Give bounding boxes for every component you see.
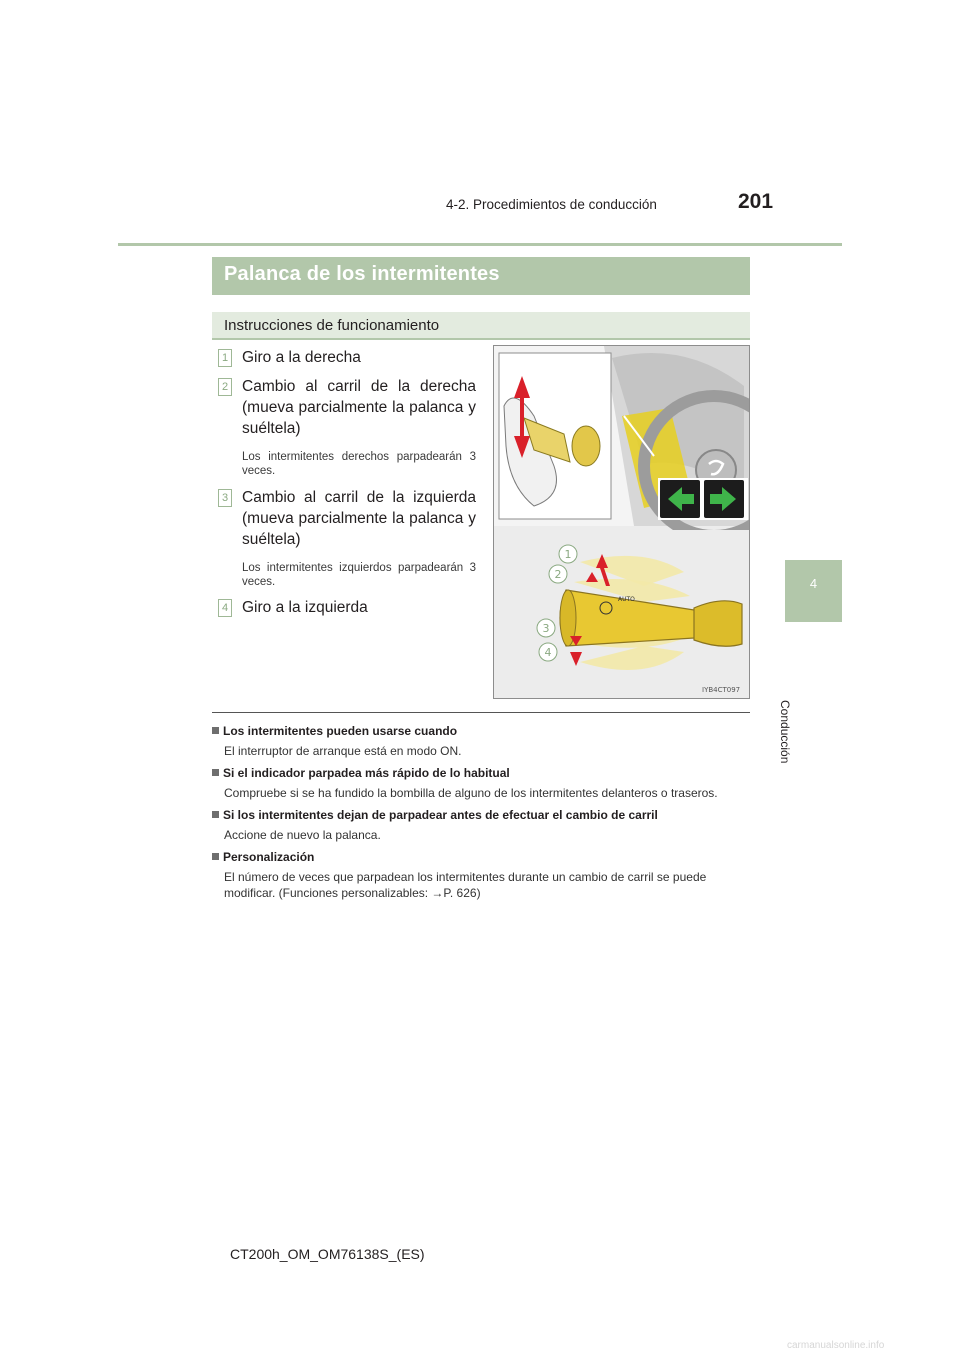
note-3-body: Accione de nuevo la palanca. (224, 828, 381, 842)
page-number: 201 (738, 190, 774, 213)
side-tab-label: Conducción (778, 700, 792, 764)
callout-4-label: 4 (544, 646, 552, 659)
note-4-body: El número de veces que parpadean los intermitentes durante un cambio de carril se puede modificar. (Funciones personalizables: →P. 626) (224, 870, 707, 900)
figure-code: IYB4CT097 (702, 686, 741, 694)
lever-inset-base (572, 426, 600, 466)
step-4-text: Giro a la izquierda (242, 599, 368, 616)
callout-2 (549, 565, 567, 583)
note-2-body: Compruebe si se ha fundido la bombilla de alguno de los intermitentes delanteros o traseros. (224, 786, 718, 800)
chapter-side-tab (785, 560, 842, 622)
lever-base (694, 601, 742, 646)
lever-auto-label: AUTO (618, 596, 635, 603)
callout-3 (537, 619, 555, 637)
step-2-marker: 2 (218, 378, 232, 396)
callout-4 (539, 643, 557, 661)
section-heading-bar (212, 257, 750, 295)
note-3-heading-text: Si los intermitentes dejan de parpadear antes de efectuar el cambio de carril (223, 808, 658, 822)
callout-2-label: 2 (554, 568, 562, 581)
step-3-note: Los intermitentes izquierdos parpadearán 3 veces. (242, 562, 476, 588)
side-tab-number: 4 (809, 576, 818, 591)
note-2-heading-text: Si el indicador parpadea más rápido de lo habitual (223, 766, 510, 780)
step-2-note: Los intermitentes derechos parpadearán 3 veces. (242, 451, 476, 477)
note-1-heading-text: Los intermitentes pueden usarse cuando (223, 724, 458, 738)
step-3-marker: 3 (218, 489, 232, 507)
callout-1-label: 1 (564, 548, 572, 561)
callout-1 (559, 545, 577, 563)
section-title: Palanca de los intermitentes (224, 263, 500, 285)
step-4-marker: 4 (218, 599, 232, 617)
header-rule (118, 243, 842, 246)
note-2-heading (212, 766, 510, 780)
note-4-heading-text: Personalización (223, 850, 315, 864)
watermark: carmanualsonline.info (787, 1340, 885, 1351)
subsection-title: Instrucciones de funcionamiento (224, 317, 440, 334)
notes-divider (212, 712, 750, 713)
subsection-heading-bar (212, 312, 750, 340)
step-2-text: Cambio al carril de la derecha (mueva parcialmente la palanca y suéltela) (242, 378, 476, 437)
note-4-heading (212, 850, 314, 864)
bullet-square-icon (212, 853, 219, 860)
document-code: CT200h_OM_OM76138S_(ES) (230, 1246, 425, 1262)
illustration-drawing (494, 346, 750, 699)
bullet-square-icon (212, 727, 219, 734)
callout-3-label: 3 (542, 622, 550, 635)
step-1-marker: 1 (218, 349, 232, 367)
bullet-square-icon (212, 769, 219, 776)
bullet-square-icon (212, 811, 219, 818)
note-3-heading (212, 808, 658, 822)
chapter-title: 4-2. Procedimientos de conducción (446, 197, 657, 212)
step-1-text: Giro a la derecha (242, 349, 361, 366)
note-1-body: El interruptor de arranque está en modo ON. (224, 744, 462, 758)
step-3-text: Cambio al carril de la izquierda (mueva parcialmente la palanca y suéltela) (242, 489, 476, 548)
turn-signal-illustration (493, 345, 750, 699)
note-1-heading (212, 724, 457, 738)
